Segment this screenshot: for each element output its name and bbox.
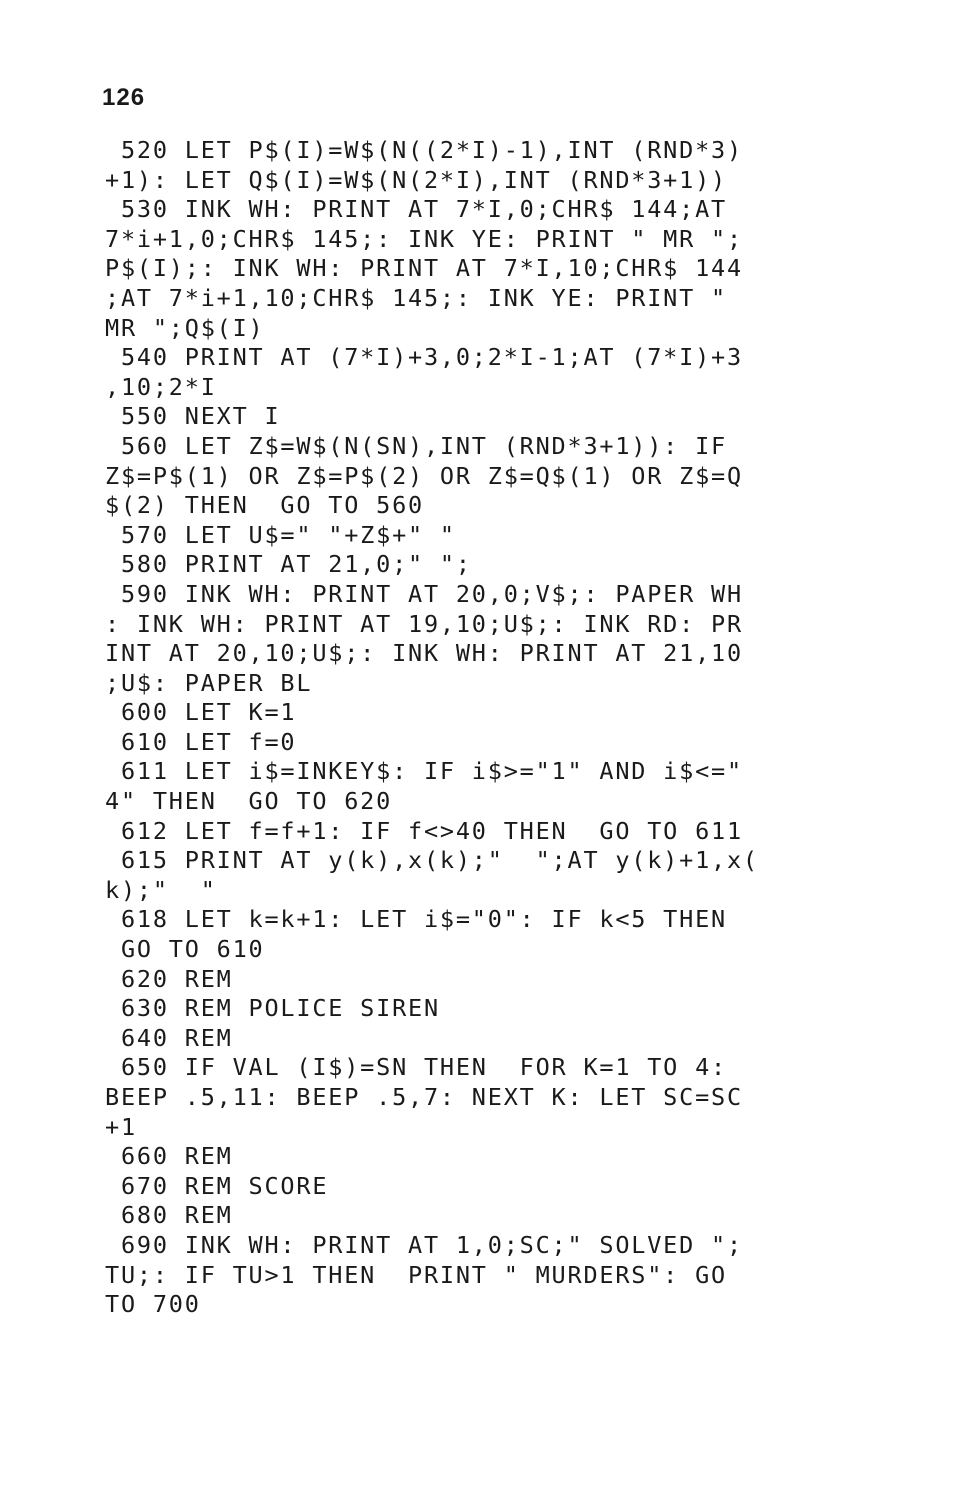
code-line: +1 xyxy=(105,1112,137,1141)
code-line: ,10;2*I xyxy=(105,372,217,401)
code-line: : INK WH: PRINT AT 19,10;U$;: INK RD: PR xyxy=(105,609,743,638)
code-line: 630 REM POLICE SIREN xyxy=(105,994,440,1023)
code-line: 611 LET i$=INKEY$: IF i$>="1" AND i$<=" xyxy=(105,757,743,786)
code-line: Z$=P$(1) OR Z$=P$(2) OR Z$=Q$(1) OR Z$=Q xyxy=(105,461,743,490)
code-line: 618 LET k=k+1: LET i$="0": IF k<5 THEN xyxy=(105,905,727,934)
code-line: BEEP .5,11: BEEP .5,7: NEXT K: LET SC=SC xyxy=(105,1083,743,1111)
code-line: P$(I);: INK WH: PRINT AT 7*I,10;CHR$ 144 xyxy=(105,254,743,283)
code-line: 550 NEXT I xyxy=(105,402,281,431)
code-line: +1): LET Q$(I)=W$(N(2*I),INT (RND*3+1)) xyxy=(105,165,727,194)
code-line: TO 700 xyxy=(105,1290,201,1319)
code-line: 615 PRINT AT y(k),x(k);" ";AT y(k)+1,x( xyxy=(105,846,759,875)
code-line: 590 INK WH: PRINT AT 20,0;V$;: PAPER WH xyxy=(105,579,743,608)
code-line: 530 INK WH: PRINT AT 7*I,0;CHR$ 144;AT xyxy=(105,195,727,224)
code-line: 580 PRINT AT 21,0;" "; xyxy=(105,550,472,579)
code-line: TU;: IF TU>1 THEN PRINT " MURDERS": GO xyxy=(105,1260,727,1289)
code-line: 570 LET U$=" "+Z$+" " xyxy=(105,520,456,549)
code-line: k);" " xyxy=(105,875,217,904)
code-line: 520 LET P$(I)=W$(N((2*I)-1),INT (RND*3) xyxy=(105,136,743,164)
code-line: ;AT 7*i+1,10;CHR$ 145;: INK YE: PRINT " xyxy=(105,283,727,312)
page-number: 126 xyxy=(102,84,146,111)
code-line: 670 REM SCORE xyxy=(105,1171,329,1200)
code-line: 660 REM xyxy=(105,1142,233,1171)
code-line: MR ";Q$(I) xyxy=(105,313,265,342)
code-line: 7*i+1,0;CHR$ 145;: INK YE: PRINT " MR "; xyxy=(105,224,743,253)
code-line: 680 REM xyxy=(105,1201,233,1230)
code-line: 612 LET f=f+1: IF f<>40 THEN GO TO 611 xyxy=(105,816,743,845)
code-line: 640 REM xyxy=(105,1023,233,1052)
code-line: ;U$: PAPER BL xyxy=(105,668,313,697)
code-line: GO TO 610 xyxy=(105,935,265,964)
code-line: INT AT 20,10;U$;: INK WH: PRINT AT 21,10 xyxy=(105,639,743,668)
code-line: 690 INK WH: PRINT AT 1,0;SC;" SOLVED "; xyxy=(105,1230,743,1259)
code-line: 600 LET K=1 xyxy=(105,698,297,727)
code-line: 4" THEN GO TO 620 xyxy=(105,787,393,816)
code-listing xyxy=(105,136,845,1320)
code-line: 650 IF VAL (I$)=SN THEN FOR K=1 TO 4: xyxy=(105,1053,727,1082)
code-line: 610 LET f=0 xyxy=(105,727,297,756)
code-line: 540 PRINT AT (7*I)+3,0;2*I-1;AT (7*I)+3 xyxy=(105,343,743,372)
code-line: 620 REM xyxy=(105,964,233,993)
code-line: $(2) THEN GO TO 560 xyxy=(105,491,424,520)
code-line: 560 LET Z$=W$(N(SN),INT (RND*3+1)): IF xyxy=(105,431,727,460)
